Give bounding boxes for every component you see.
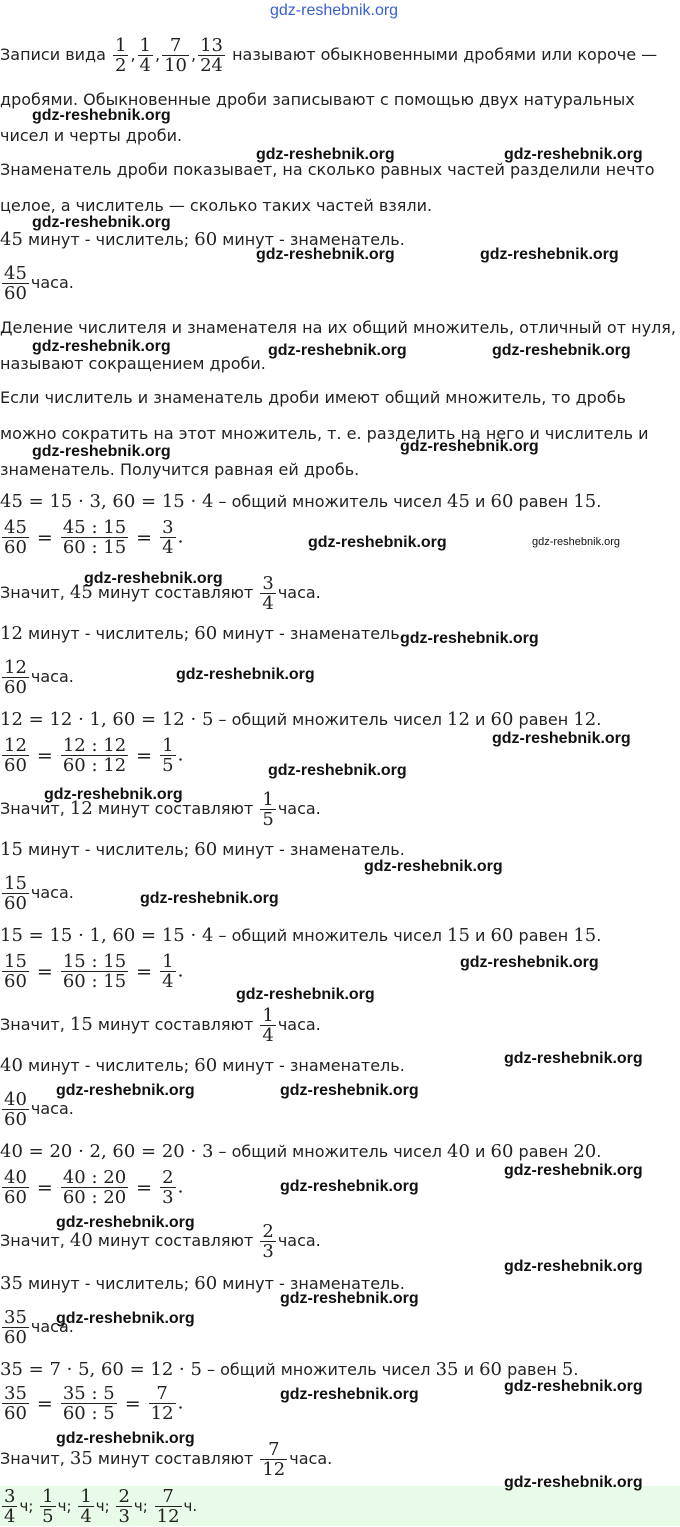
case-3-numerator-line: 15 минут - числитель; 60 минут - знаменатель. [0, 839, 405, 860]
watermark: gdz-reshebnik.org [44, 786, 183, 803]
case-4-fraction-line: $\frac{40}{60}$ часа. [4, 1089, 74, 1130]
case-4-factor-line: 40 = 20 · 2, 60 = 20 · 3 – общий множитель чисел 40 и 60 равен 20. [0, 1141, 602, 1162]
rule-line-2: называют сокращением дроби. [0, 354, 266, 373]
case-3-fraction-line: $\frac{15}{60}$ часа. [4, 873, 74, 914]
case-2-numerator-line: 12 минут - числитель; 60 минут - знаменатель. [0, 623, 405, 644]
rule-line-3: Если числитель и знаменатель дроби имеют общий множитель, то дробь [0, 388, 626, 407]
case-5-factor-line: 35 = 7 · 5, 60 = 12 · 5 – общий множитель чисел 35 и 60 равен 5. [0, 1359, 579, 1380]
example-fraction: $\frac{7}{10}$ [164, 35, 187, 76]
watermark: gdz-reshebnik.org [32, 214, 171, 231]
case-2-fraction-line: $\frac{12}{60}$ часа. [4, 657, 74, 698]
watermark: gdz-reshebnik.org [32, 443, 171, 460]
example-fraction: $\frac{1}{2}$ [115, 35, 127, 76]
watermark: gdz-reshebnik.org [400, 438, 539, 455]
watermark: gdz-reshebnik.org [504, 1258, 643, 1275]
rule-line-5: знаменатель. Получится равная ей дробь. [0, 460, 360, 479]
watermark: gdz-reshebnik.org [280, 1386, 419, 1403]
watermark: gdz-reshebnik.org [280, 1178, 419, 1195]
intro-line-5: целое, а числитель — сколько таких частей взяли. [0, 196, 433, 215]
watermark: gdz-reshebnik.org [268, 762, 407, 779]
case-4-conclusion: Значит, 40 минут составляют $\frac{2}{3}$ часа. [0, 1221, 321, 1262]
case-1-factor-line: 45 = 15 · 3, 60 = 15 · 4 – общий множитель чисел 45 и 60 равен 15. [0, 491, 602, 512]
watermark: gdz-reshebnik.org [504, 1050, 643, 1067]
watermark: gdz-reshebnik.org [400, 630, 539, 647]
watermark: gdz-reshebnik.org [236, 986, 375, 1003]
intro-line-1: Записи вида $\frac{1}{2}$ , $\frac{1}{4}$ , $\frac{7}{10}$ , $\frac{13}{24}$ называют обыкновенными дробями или короче — [0, 35, 658, 76]
case-1-numerator-line: 45 минут - числитель; 60 минут - знаменатель. [0, 229, 405, 250]
watermark: gdz-reshebnik.org [504, 1474, 643, 1491]
watermark: gdz-reshebnik.org [280, 1082, 419, 1099]
watermark: gdz-reshebnik.org [280, 1290, 419, 1307]
watermark: gdz-reshebnik.org [492, 730, 631, 747]
watermark: gdz-reshebnik.org [256, 146, 395, 163]
case-5-conclusion: Значит, 35 минут составляют $\frac{7}{12}$ часа. [0, 1439, 333, 1480]
watermark: gdz-reshebnik.org [460, 954, 599, 971]
watermark: gdz-reshebnik.org [480, 246, 619, 263]
watermark: gdz-reshebnik.org [268, 342, 407, 359]
watermark: gdz-reshebnik.org [532, 536, 621, 548]
rule-line-4: можно сократить на этот множитель, т. е. разделить на него и числитель и [0, 424, 649, 443]
watermark: gdz-reshebnik.org [56, 1310, 195, 1327]
watermark: gdz-reshebnik.org [32, 338, 171, 355]
example-fraction: $\frac{13}{24}$ [200, 35, 223, 76]
intro-line-4: Знаменатель дроби показывает, на сколько равных частей разделили нечто [0, 160, 655, 179]
case-3-conclusion: Значит, 15 минут составляют $\frac{1}{4}$ часа. [0, 1005, 321, 1046]
watermark: gdz-reshebnik.org [176, 666, 315, 683]
watermark: gdz-reshebnik.org [32, 107, 171, 124]
watermark: gdz-reshebnik.org [256, 246, 395, 263]
example-fraction: $\frac{1}{4}$ [139, 35, 151, 76]
case-1-fraction-line: $\frac{45}{60}$ часа. [4, 263, 74, 304]
watermark: gdz-reshebnik.org [84, 570, 223, 587]
watermark: gdz-reshebnik.org [504, 1378, 643, 1395]
answer-row: $\frac{3}{4}$ ч; $\frac{1}{5}$ ч; $\frac{1}{4}$ ч; $\frac{2}{3}$ ч; $\frac{7}{12}$ ч. [4, 1486, 198, 1527]
case-1-reduction: $\frac{45}{60}$ = $\frac{45 : 15}{60 : 15}$ = $\frac{3}{4}$ . [4, 517, 184, 558]
watermark: gdz-reshebnik.org [56, 1082, 195, 1099]
case-3-factor-line: 15 = 15 · 1, 60 = 15 · 4 – общий множитель чисел 15 и 60 равен 15. [0, 925, 602, 946]
watermark: gdz-reshebnik.org [504, 1162, 643, 1179]
case-1-conclusion: Значит, 45 минут составляют $\frac{3}{4}$ часа. [0, 573, 321, 614]
case-5-fraction-line: $\frac{35}{60}$ часа. [4, 1307, 74, 1348]
case-4-numerator-line: 40 минут - числитель; 60 минут - знаменатель. [0, 1055, 405, 1076]
watermark: gdz-reshebnik.org [492, 342, 631, 359]
case-2-factor-line: 12 = 12 · 1, 60 = 12 · 5 – общий множитель чисел 12 и 60 равен 12. [0, 709, 602, 730]
rule-line-1: Деление числителя и знаменателя на их общий множитель, отличный от нуля, [0, 318, 676, 337]
case-3-reduction: $\frac{15}{60}$ = $\frac{15 : 15}{60 : 15}$ = $\frac{1}{4}$ . [4, 951, 184, 992]
case-2-conclusion: Значит, 12 минут составляют $\frac{1}{5}$ часа. [0, 789, 321, 830]
watermark: gdz-reshebnik.org [364, 858, 503, 875]
case-5-numerator-line: 35 минут - числитель; 60 минут - знаменатель. [0, 1273, 405, 1294]
watermark: gdz-reshebnik.org [308, 534, 447, 551]
watermark: gdz-reshebnik.org [140, 890, 279, 907]
case-4-reduction: $\frac{40}{60}$ = $\frac{40 : 20}{60 : 20}$ = $\frac{2}{3}$ . [4, 1167, 184, 1208]
case-5-reduction: $\frac{35}{60}$ = $\frac{35 : 5}{60 : 5}$ = $\frac{7}{12}$ . [4, 1383, 184, 1424]
watermark: gdz-reshebnik.org [56, 1430, 195, 1447]
intro-line-3: чисел и черты дроби. [0, 126, 183, 145]
intro-line-2: дробями. Обыкновенные дроби записывают с помощью двух натуральных [0, 90, 635, 109]
watermark: gdz-reshebnik.org [504, 146, 643, 163]
case-2-reduction: $\frac{12}{60}$ = $\frac{12 : 12}{60 : 12}$ = $\frac{1}{5}$ . [4, 735, 184, 776]
watermark: gdz-reshebnik.org [56, 1214, 195, 1231]
watermark-top: gdz-reshebnik.org [270, 2, 399, 19]
